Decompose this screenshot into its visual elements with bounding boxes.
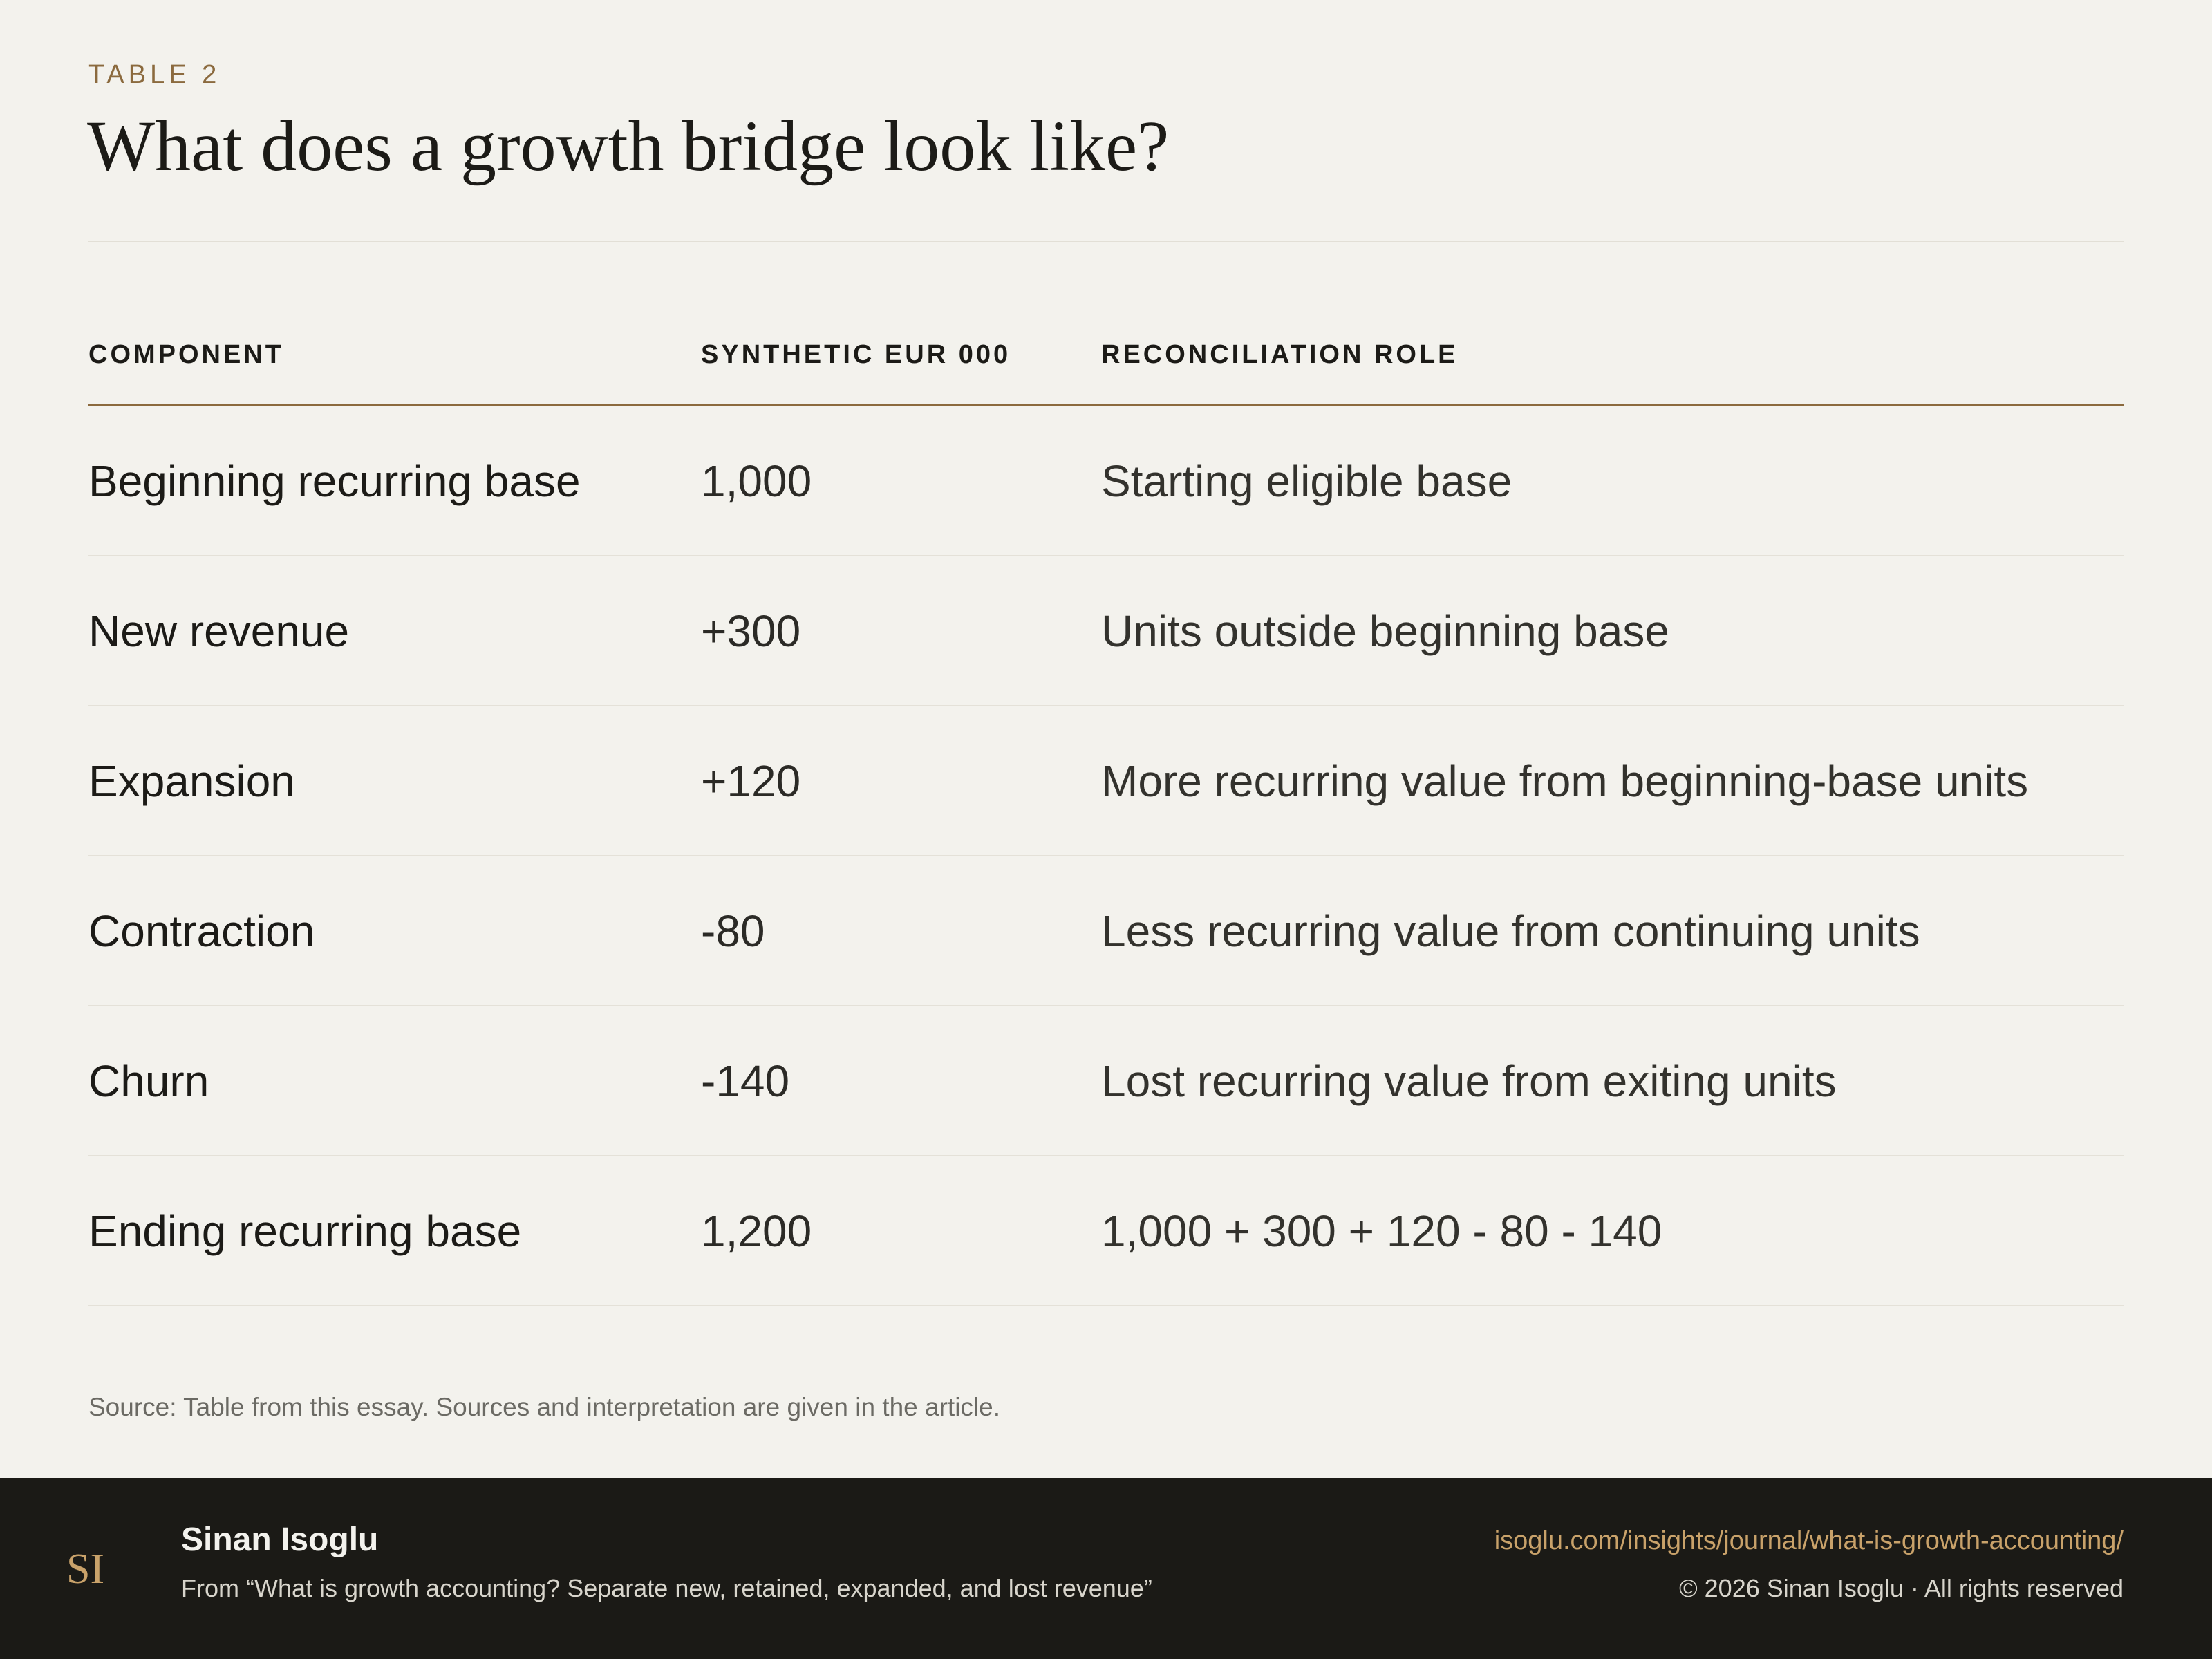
cell-value: 1,200 [701,1206,812,1256]
title-divider [88,241,2124,242]
table-row [88,1006,2124,1156]
table-row [88,1156,2124,1306]
cell-value: 1,000 [701,456,812,506]
copyright-notice: © 2026 Sinan Isoglu · All rights reserved [1679,1574,2124,1602]
table-row [88,706,2124,856]
column-header-role: RECONCILIATION ROLE [1101,340,1459,369]
cell-role: Less recurring value from continuing units [1101,906,1920,956]
cell-role: 1,000 + 300 + 120 - 80 - 140 [1101,1206,1662,1256]
author-logo [64,1540,119,1595]
article-reference: From “What is growth accounting? Separate new, retained, expanded, and lost revenue” [181,1574,1152,1602]
cell-role: Starting eligible base [1101,456,1512,506]
logo-monogram [64,1540,119,1595]
cell-value: -140 [701,1056,790,1106]
author-name: Sinan Isoglu [181,1521,379,1558]
column-header-component: COMPONENT [88,340,284,369]
source-note: Source: Table from this essay. Sources and interpretation are given in the article. [88,1393,1000,1421]
data-table [88,325,2124,1306]
cell-role: Units outside beginning base [1101,606,1669,656]
cell-component: Ending recurring base [88,1206,522,1256]
cell-component: Beginning recurring base [88,456,581,506]
cell-component: Churn [88,1056,209,1106]
table-row [88,856,2124,1006]
cell-value: +120 [701,756,801,806]
cell-component: New revenue [88,606,350,656]
cell-component: Contraction [88,906,315,956]
article-link[interactable]: isoglu.com/insights/journal/what-is-growth-accounting/ [1494,1526,2124,1555]
cell-value: -80 [701,906,765,956]
table-header [88,325,2124,406]
cell-value: +300 [701,606,801,656]
page-title: What does a growth bridge look like? [87,106,1170,186]
table-eyebrow: TABLE 2 [88,60,221,89]
cell-component: Expansion [88,756,295,806]
table-row [88,556,2124,706]
column-header-value: SYNTHETIC EUR 000 [701,340,1011,369]
svg-text:SI: SI [66,1546,105,1593]
cell-role: More recurring value from beginning-base units [1101,756,2029,806]
cell-role: Lost recurring value from exiting units [1101,1056,1837,1106]
table-row [88,406,2124,556]
footer [0,1478,2212,1659]
